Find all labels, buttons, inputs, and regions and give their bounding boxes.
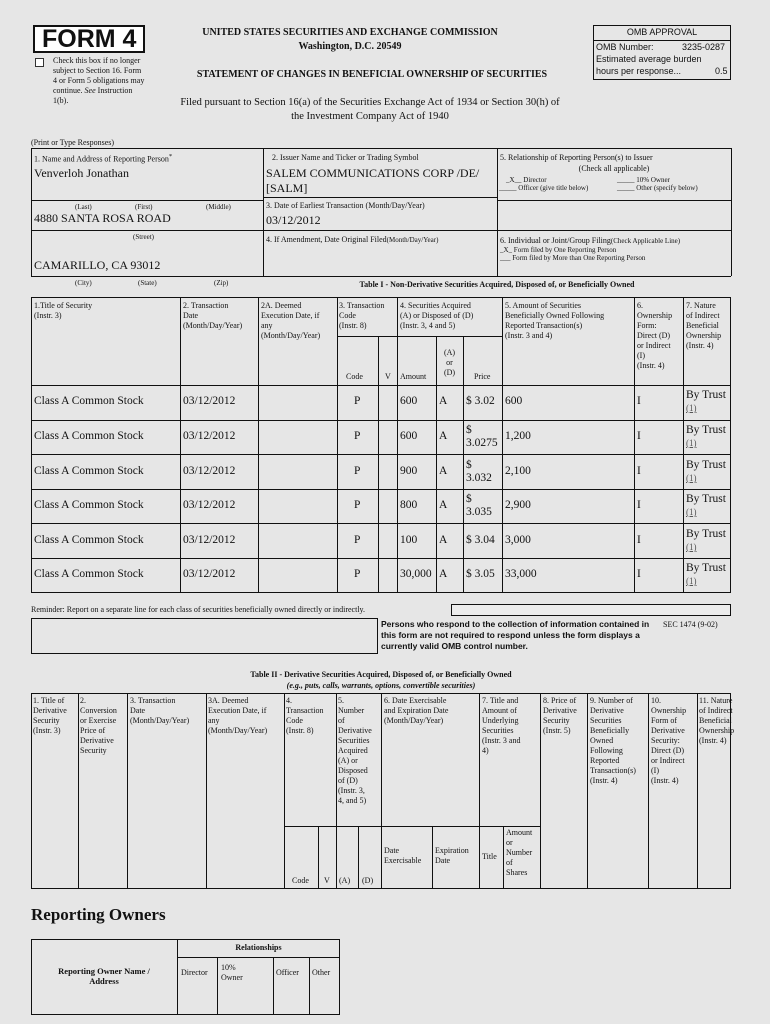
row-code: P [354, 395, 361, 407]
t2-h10: 10. Ownership Form of Derivative Security: Direct (D) or Indirect (I) (Instr. 4) [651, 696, 687, 785]
t2-sub-v: V [324, 876, 330, 885]
row-date: 03/12/2012 [183, 534, 236, 546]
row-ownership-form: I [637, 395, 641, 407]
t2-col-9 [587, 693, 588, 889]
owners-name-label: Reporting Owner Name / Address [58, 966, 150, 986]
filed-pursuant: Filed pursuant to Section 16(a) of the Securities Exchange Act of 1934 or Section 30(h) of the Investment Company Act of 1940 [180, 97, 560, 122]
row-price: $ 3.05 [466, 568, 495, 580]
t2-col-2 [78, 693, 79, 889]
check-box-label: Check this box if no longer subject to Section 16. Form 4 or Form 5 obligations may continue. [53, 56, 145, 95]
t2-sub-divider [284, 826, 540, 827]
street-address: 4880 SANTA ROSA ROAD [34, 211, 171, 225]
row-title: Class A Common Stock [34, 534, 144, 546]
t2-col-7 [479, 693, 480, 889]
row-code: P [354, 465, 361, 477]
earliest-date-value: 03/12/2012 [266, 213, 321, 227]
name-underline [31, 200, 263, 201]
reporting-person-label-text: 1. Name and Address of Reporting Person [34, 154, 169, 164]
row-price: $ 3.035 [466, 493, 492, 518]
row-date: 03/12/2012 [183, 395, 236, 407]
table-row-divider [31, 454, 731, 455]
no-longer-subject-checkbox[interactable] [35, 58, 44, 67]
t1-h6: 6. Ownership Form: Direct (D) or Indirect (I) (Instr. 4) [637, 301, 673, 370]
city-label: (City) [75, 279, 92, 287]
row-amount: 100 [400, 534, 418, 546]
t1-col-price [463, 336, 464, 593]
persons-left-box [31, 618, 378, 654]
table2-subtitle: (e.g., puts, calls, warrants, options, convertible securities) [286, 681, 476, 690]
filing-one-person[interactable]: _X_ Form filed by One Reporting Person [500, 246, 617, 254]
t2-col-3 [127, 693, 128, 889]
sec-number: SEC 1474 (9-02) [663, 620, 718, 629]
statement-title: STATEMENT OF CHANGES IN BENEFICIAL OWNERSHIP OF SECURITIES [196, 69, 548, 80]
row-price: $ 3.02 [466, 395, 495, 407]
row-amount: 900 [400, 465, 418, 477]
row-owned: 600 [505, 395, 523, 407]
t2-col-amt [503, 826, 504, 889]
row-date: 03/12/2012 [183, 499, 236, 511]
t2-h9: 9. Number of Derivative Securities Beneficially Owned Following Reported Transaction(s) (Instr. 4) [590, 696, 636, 785]
omb-burden: Estimated average burden [596, 54, 702, 64]
persons-notice: Persons who respond to the collection of information contained in this form are not required to respond unless the form displays a currently valid OMB control number. [381, 619, 650, 651]
divider-rel [497, 200, 731, 201]
row-title: Class A Common Stock [34, 568, 144, 580]
filing-label-text: 6. Individual or Joint/Group Filing [500, 236, 611, 245]
row-owned: 2,900 [505, 499, 531, 511]
omb-title: OMB APPROVAL [626, 27, 698, 37]
row-ownership-form: I [637, 499, 641, 511]
reporting-owners-heading: Reporting Owners [31, 905, 166, 924]
owners-ten-pct: 10% Owner [221, 963, 243, 982]
t1-h2: 2. Transaction Date (Month/Day/Year) [183, 301, 243, 330]
row-owned: 2,100 [505, 465, 531, 477]
row-ownership-form: I [637, 465, 641, 477]
row-nature: By Trust [686, 424, 726, 436]
owners-relationships: Relationships [235, 943, 282, 952]
t1-col-date [180, 297, 181, 593]
table-row-divider [31, 558, 731, 559]
check-box-instr: Instruction 1(b). [53, 86, 133, 105]
t2-col-11 [697, 693, 698, 889]
t1-h2a: 2A. Deemed Execution Date, if any (Month/Day/Year) [261, 301, 321, 340]
t2-sub-title: Title [482, 852, 497, 861]
owners-col-other [309, 957, 310, 1015]
row-nature: By Trust [686, 389, 726, 401]
row-amount: 600 [400, 395, 418, 407]
row-footnote-link[interactable]: (1) [686, 507, 697, 517]
t1-h4: 4. Securities Acquired (A) or Disposed of (D) (Instr. 3, 4 and 5) [400, 301, 474, 330]
first-label: (First) [135, 203, 153, 211]
t2-h2: 2. Conversion or Exercise Price of Derivative Security [80, 696, 117, 755]
row-acquired-disposed: A [439, 465, 448, 477]
reminder-text: Reminder: Report on a separate line for each class of securities beneficially owned directly or indirectly. [31, 605, 366, 614]
t1-sub-amount: Amount [400, 372, 427, 381]
other-option[interactable]: _____ Other (specify below) [617, 184, 698, 192]
divider-row-4 [263, 230, 731, 231]
issuer-label: 2. Issuer Name and Ticker or Trading Symbol [272, 153, 419, 162]
t2-col-v [318, 826, 319, 889]
check-box-see: See [84, 86, 96, 95]
t2-h3a: 3A. Deemed Execution Date, if any (Month/Day/Year) [208, 696, 268, 735]
agency-name: UNITED STATES SECURITIES AND EXCHANGE COMMISSION [202, 27, 498, 38]
filing-more-person[interactable]: ___ Form filed by More than One Reporting Person [500, 254, 646, 262]
row-amount: 800 [400, 499, 418, 511]
table-row-divider [31, 489, 731, 490]
t1-sub-price: Price [474, 372, 491, 381]
amendment-label [266, 235, 438, 245]
row-acquired-disposed: A [439, 534, 448, 546]
row-price: $ 3.04 [466, 534, 495, 546]
row-amount: 600 [400, 430, 418, 442]
right-border [731, 148, 732, 276]
row-price: $ 3.0275 [466, 424, 498, 449]
row-date: 03/12/2012 [183, 465, 236, 477]
city-state-zip: CAMARILLO, CA 93012 [34, 258, 161, 272]
director-option[interactable]: _X__ Director [506, 176, 547, 184]
t1-sub-code: Code [346, 372, 363, 381]
row-title: Class A Common Stock [34, 465, 144, 477]
filing-label-small: (Check Applicable Line) [610, 237, 681, 245]
owners-officer: Officer [276, 968, 299, 977]
owners-rel-divider [177, 957, 340, 958]
table1 [31, 297, 731, 593]
row-nature: By Trust [686, 528, 726, 540]
row-nature: By Trust [686, 562, 726, 574]
row-acquired-disposed: A [439, 499, 448, 511]
t2-h5: 5. Number of Derivative Securities Acquired (A) or Disposed of (D) (Instr. 3, 4, and 5) [338, 696, 372, 805]
street-divider [31, 230, 263, 231]
t2-h11: 11. Nature of Indirect Beneficial Ownership (Instr. 4) [699, 696, 735, 745]
row-footnote-link[interactable]: (1) [686, 438, 697, 448]
earliest-date-label: 3. Date of Earliest Transaction (Month/Day/Year) [266, 201, 425, 210]
t2-col-4 [284, 693, 285, 889]
t2-col-6 [381, 693, 382, 889]
row-code: P [354, 568, 361, 580]
zip-label: (Zip) [214, 279, 229, 287]
row-owned: 3,000 [505, 534, 531, 546]
t1-h7: 7. Nature of Indirect Beneficial Ownership (Instr. 4) [686, 301, 722, 350]
top-section-bottom [31, 276, 731, 277]
t1-sub-aord: (A) or (D) [443, 348, 456, 377]
row-footnote-link[interactable]: (1) [686, 542, 697, 552]
left-border [31, 148, 32, 276]
street-label: (Street) [133, 233, 154, 241]
last-label: (Last) [75, 203, 92, 211]
officer-option[interactable]: _____ Officer (give title below) [499, 184, 589, 192]
t2-col-exp [432, 826, 433, 889]
t2-sub-exp: Expiration Date [435, 846, 469, 865]
row-nature: By Trust [686, 493, 726, 505]
divider-col-2 [263, 148, 264, 276]
t2-h6: 6. Date Exercisable and Expiration Date (Month/Day/Year) [384, 696, 449, 725]
t2-col-3a [206, 693, 207, 889]
table-row-divider [31, 385, 731, 386]
form-title: FORM 4 [42, 25, 137, 53]
row-date: 03/12/2012 [183, 568, 236, 580]
t2-col-5 [336, 693, 337, 889]
t2-h1: 1. Title of Derivative Security (Instr. 3) [33, 696, 67, 735]
ten-pct-option[interactable]: _____ 10% Owner [617, 176, 670, 184]
owners-director: Director [181, 968, 208, 977]
t1-sub-v: V [385, 372, 391, 381]
row-acquired-disposed: A [439, 395, 448, 407]
amendment-label-text: 4. If Amendment, Date Original Filed [266, 235, 387, 244]
row-footnote-link[interactable]: (1) [686, 403, 697, 413]
t2-h3: 3. Transaction Date (Month/Day/Year) [130, 696, 190, 725]
print-type-note: (Print or Type Responses) [31, 138, 115, 147]
row-code: P [354, 430, 361, 442]
row-acquired-disposed: A [439, 430, 448, 442]
row-title: Class A Common Stock [34, 395, 144, 407]
omb-hours-label: hours per response... [596, 66, 682, 76]
t1-h1: 1.Title of Security (Instr. 3) [34, 301, 93, 320]
t2-sub-amount: Amount or Number of Shares [506, 828, 533, 877]
t2-col-d [358, 826, 359, 889]
t2-col-8 [540, 693, 541, 889]
issuer-name: SALEM COMMUNICATIONS CORP /DE/ [SALM] [266, 166, 480, 195]
row-footnote-link[interactable]: (1) [686, 576, 697, 586]
reporting-person-label [34, 152, 172, 165]
t2-h4: 4. Transaction Code (Instr. 8) [286, 696, 324, 735]
owners-other: Other [312, 968, 331, 977]
t2-sub-code: Code [292, 876, 309, 885]
t1-col-v [378, 336, 379, 593]
divider-row-3 [263, 197, 497, 198]
check-box-text [53, 56, 145, 106]
filing-label [500, 236, 680, 246]
reporting-person-asterisk: * [168, 153, 173, 160]
relationship-label: 5. Relationship of Reporting Person(s) to Issuer [500, 153, 653, 162]
t1-sub-divider [337, 336, 502, 337]
t1-col-deemed [258, 297, 259, 593]
row-code: P [354, 534, 361, 546]
owners-col-ten [217, 957, 218, 1015]
agency-location: Washington, D.C. 20549 [298, 41, 402, 52]
row-acquired-disposed: A [439, 568, 448, 580]
t2-sub-date-ex: Date Exercisable [384, 846, 422, 865]
t1-h3: 3. Transaction Code (Instr. 8) [339, 301, 385, 330]
amendment-format: (Month/Day/Year) [386, 236, 439, 244]
owners-col-officer [273, 957, 274, 1015]
row-title: Class A Common Stock [34, 430, 144, 442]
top-border [31, 148, 731, 149]
omb-divider [593, 40, 731, 41]
row-date: 03/12/2012 [183, 430, 236, 442]
reminder-input-box [451, 604, 731, 616]
t2-h7: 7. Title and Amount of Underlying Securities (Instr. 3 and 4) [482, 696, 521, 755]
row-footnote-link[interactable]: (1) [686, 473, 697, 483]
t2-col-10 [648, 693, 649, 889]
table2-title: Table II - Derivative Securities Acquired, Disposed of, or Beneficially Owned [250, 670, 512, 679]
table1-title: Table I - Non-Derivative Securities Acquired, Disposed of, or Beneficially Owned [359, 280, 635, 289]
row-title: Class A Common Stock [34, 499, 144, 511]
row-ownership-form: I [637, 534, 641, 546]
middle-label: (Middle) [206, 203, 231, 211]
row-owned: 1,200 [505, 430, 531, 442]
t1-col-form [634, 297, 635, 593]
reporting-person-name: Venverloh Jonathan [34, 166, 129, 180]
omb-hours-value: 0.5 [715, 66, 728, 76]
row-nature: By Trust [686, 459, 726, 471]
row-amount: 30,000 [400, 568, 432, 580]
row-ownership-form: I [637, 568, 641, 580]
state-label: (State) [138, 279, 157, 287]
t2-sub-d: (D) [362, 876, 374, 885]
omb-number-value: 3235-0287 [682, 42, 726, 52]
t1-col-amount [397, 297, 398, 593]
omb-number-label: OMB Number: [596, 42, 654, 52]
table-row-divider [31, 420, 731, 421]
t1-col-nature [683, 297, 684, 593]
row-ownership-form: I [637, 430, 641, 442]
row-owned: 33,000 [505, 568, 537, 580]
row-price: $ 3.032 [466, 459, 492, 484]
t2-h8: 8. Price of Derivative Security (Instr. 5) [543, 696, 577, 735]
row-code: P [354, 499, 361, 511]
table-row-divider [31, 523, 731, 524]
t1-col-owned [502, 297, 503, 593]
t2-sub-a: (A) [339, 876, 351, 885]
t1-col-code [337, 297, 338, 593]
t1-h5: 5. Amount of Securities Beneficially Owned Following Reported Transaction(s) (Instr. 3 and 4) [505, 301, 605, 340]
relationship-check-all: (Check all applicable) [578, 164, 650, 173]
